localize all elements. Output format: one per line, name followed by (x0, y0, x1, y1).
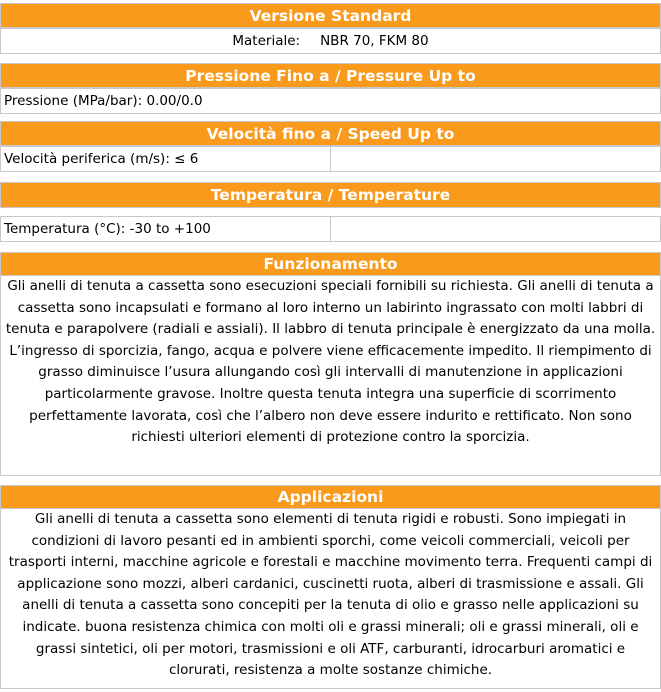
temperature-row (0, 216, 661, 242)
pressure-header (0, 63, 661, 88)
temperature-value: Temperatura (°C): -30 to +100 (4, 221, 211, 237)
material-label: Materiale: (232, 33, 301, 49)
standard-version-title: Versione Standard (249, 6, 412, 25)
standard-version-header (0, 3, 661, 28)
pressure-row (0, 88, 661, 114)
material-row (0, 28, 661, 54)
pressure-value: Pressione (MPa/bar): 0.00/0.0 (4, 93, 203, 109)
speed-title: Velocità fino a / Speed Up to (206, 124, 455, 143)
function-text: Gli anelli di tenuta a cassetta sono esecuzioni speciali fornibili su richiesta. Gli anelli di tenuta a cassetta sono incapsulati e formano al loro interno un labirinto ingrassato con molti labbri di tenuta e parapolvere (radiali e assiali). Il labbro di tenuta principale è energizzato da una molla. L’ingresso di sporcizia, fango, acqua e polvere viene efficacemente impedito. Il riempimento di grasso diminuisce l’usura allungando così gli intervalli di manutenzione in applicazioni particolarmente gravose. Inoltre questa tenuta integra una superficie di scorrimento perfettamente lavorata, così che l’albero non deve essere indurito e rettificato. Non sono richiesti ulteriori elementi di protezione contro la sporcizia. (5, 278, 656, 446)
applications-header (0, 485, 661, 509)
temperature-title: Temperatura / Temperature (210, 186, 451, 204)
material-value: NBR 70, FKM 80 (320, 33, 429, 49)
function-header (0, 252, 661, 276)
pressure-title: Pressione Fino a / Pressure Up to (185, 66, 476, 85)
speed-empty-cell (331, 147, 660, 171)
function-title: Funzionamento (263, 255, 398, 273)
speed-header (0, 121, 661, 146)
speed-row (0, 146, 661, 172)
applications-description (0, 509, 661, 689)
speed-value: Velocità periferica (m/s): ≤ 6 (4, 151, 199, 167)
applications-text: Gli anelli di tenuta a cassetta sono elementi di tenuta rigidi e robusti. Sono impiegati in condizioni di lavoro pesanti ed in ambienti sporchi, come veicoli commerciali, veicoli per trasporti interni, macchine agricole e forestali e macchine movimento terra. Frequenti campi di applicazione sono mozzi, alberi cardanici, cuscinetti ruota, alberi di trasmissione e assali. Gli anelli di tenuta a cassetta sono concepiti per la tenuta di olio e grasso nelle applicazioni su indicate. buona resistenza chimica con molti oli e grassi minerali; oli e grassi minerali, oli e grassi sintetici, oli per motori, trasmissioni e oli ATF, carburanti, idrocarburi aromatici e clorurati, resistenza a molte sostanze chimiche. (8, 511, 653, 679)
function-description (0, 276, 661, 476)
applications-title: Applicazioni (277, 488, 384, 506)
temperature-empty-cell (331, 217, 660, 241)
temperature-header (0, 182, 661, 208)
